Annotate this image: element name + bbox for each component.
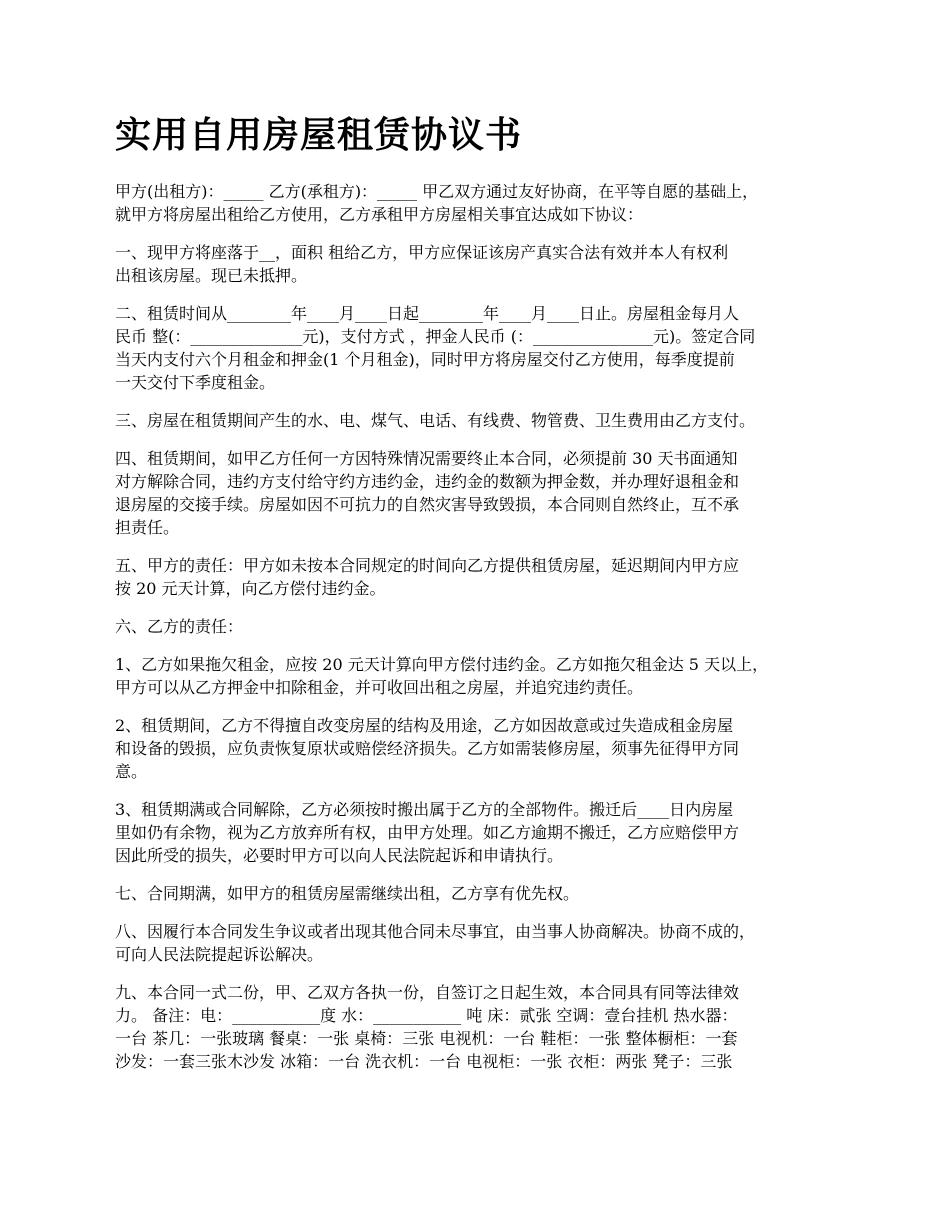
paragraph xyxy=(115,981,855,1073)
paragraph-line: 力。 备注：电：___________度 水：___________ 吨 床：贰张 空调：壹台挂机 热水器： xyxy=(115,1006,738,1025)
paragraph xyxy=(115,180,855,226)
paragraph-line: 七、合同期满，如甲方的租赁房屋需继续出租，乙方享有优先权。 xyxy=(115,884,580,903)
paragraph-line: 一、现甲方将座落于__，面积 租给乙方，甲方应保证该房产真实合法有效并本人有权利 xyxy=(115,243,729,262)
paragraph-line: 对方解除合同，违约方支付给守约方违约金，违约金的数额为押金数，并办理好退租金和 xyxy=(115,472,740,491)
document-title: 实用自用房屋租赁协议书 xyxy=(115,115,523,156)
paragraph xyxy=(115,554,855,600)
paragraph-line: 2、租赁期间，乙方不得擅自改变房屋的结构及用途，乙方如因故意或过失造成租金房屋 xyxy=(115,716,734,735)
paragraph xyxy=(115,302,855,394)
paragraph-line: 沙发：一套三张木沙发 冰箱：一台 洗衣机：一台 电视柜：一张 衣柜：两张 凳子：三张 xyxy=(115,1052,733,1071)
paragraph-line: 按 20 元天计算，向乙方偿付违约金。 xyxy=(115,579,386,598)
paragraph xyxy=(115,798,855,867)
paragraph-line: 可向人民法院提起诉讼解决。 xyxy=(115,945,324,964)
paragraph-line: 甲方(出租方)：_____ 乙方(承租方)：_____ 甲乙双方通过友好协商，在平等自愿的基础上， xyxy=(115,182,759,201)
paragraph-line: 四、租赁期间，如甲乙方任何一方因特殊情况需要终止本合同，必须提前 30 天书面通知 xyxy=(115,449,738,468)
paragraph-line: 1、乙方如果拖欠租金，应按 20 元天计算向甲方偿付违约金。乙方如拖欠租金达 5 天以上， xyxy=(115,655,769,674)
paragraph-line: 二、租赁时间从________年____月____日起________年____月____日止。房屋租金每月人 xyxy=(115,304,740,323)
paragraph-line: 当天内支付六个月租金和押金(1 个月租金)，同时甲方将房屋交付乙方使用，每季度提前 xyxy=(115,350,735,369)
paragraph-line: 3、租赁期满或合同解除，乙方必须按时搬出属于乙方的全部物件。搬迁后____日内房屋 xyxy=(115,800,734,819)
paragraph-line: 一天交付下季度租金。 xyxy=(115,373,276,392)
paragraph-line: 六、乙方的责任： xyxy=(115,617,244,636)
paragraph-line: 意。 xyxy=(115,762,148,781)
document-body xyxy=(115,180,855,1073)
paragraph xyxy=(115,882,855,905)
paragraph xyxy=(115,241,855,287)
paragraph xyxy=(115,409,855,432)
paragraph-line: 甲方可以从乙方押金中扣除租金，并可收回出租之房屋，并追究违约责任。 xyxy=(115,678,644,697)
paragraph-line: 就甲方将房屋出租给乙方使用，乙方承租甲方房屋相关事宜达成如下协议： xyxy=(115,205,644,224)
paragraph-line: 出租该房屋。现已未抵押。 xyxy=(115,266,308,285)
paragraph-line: 三、房屋在租赁期间产生的水、电、煤气、电话、有线费、物管费、卫生费用由乙方支付。 xyxy=(115,411,756,430)
paragraph-line: 里如仍有余物，视为乙方放弃所有权，由甲方处理。如乙方逾期不搬迁，乙方应赔偿甲方 xyxy=(115,823,740,842)
paragraph-line: 因此所受的损失，必要时甲方可以向人民法院起诉和申请执行。 xyxy=(115,846,564,865)
paragraph-line: 五、甲方的责任：甲方如未按本合同规定的时间向乙方提供租赁房屋，延迟期间内甲方应 xyxy=(115,556,740,575)
paragraph-line: 担责任。 xyxy=(115,518,180,537)
paragraph xyxy=(115,714,855,783)
document-page xyxy=(115,0,855,1088)
paragraph xyxy=(115,447,855,539)
paragraph xyxy=(115,920,855,966)
paragraph xyxy=(115,653,855,699)
paragraph xyxy=(115,615,855,638)
paragraph-line: 九、本合同一式二份，甲、乙双方各执一份，自签订之日起生效，本合同具有同等法律效 xyxy=(115,983,740,1002)
paragraph-line: 一台 茶几：一张玻璃 餐桌：一张 桌椅：三张 电视机：一台 鞋柜：一张 整体橱柜：一套 xyxy=(115,1029,738,1048)
paragraph-line: 和设备的毁损，应负责恢复原状或赔偿经济损失。乙方如需装修房屋，须事先征得甲方同 xyxy=(115,739,740,758)
paragraph-line: 八、因履行本合同发生争议或者出现其他合同未尽事宜，由当事人协商解决。协商不成的， xyxy=(115,922,756,941)
paragraph-line: 退房屋的交接手续。房屋如因不可抗力的自然灾害导致毁损，本合同则自然终止，互不承 xyxy=(115,495,740,514)
paragraph-line: 民币 整(：______________元)，支付方式 ，押金人民币 (：_______________元)。签定合同 xyxy=(115,327,756,346)
